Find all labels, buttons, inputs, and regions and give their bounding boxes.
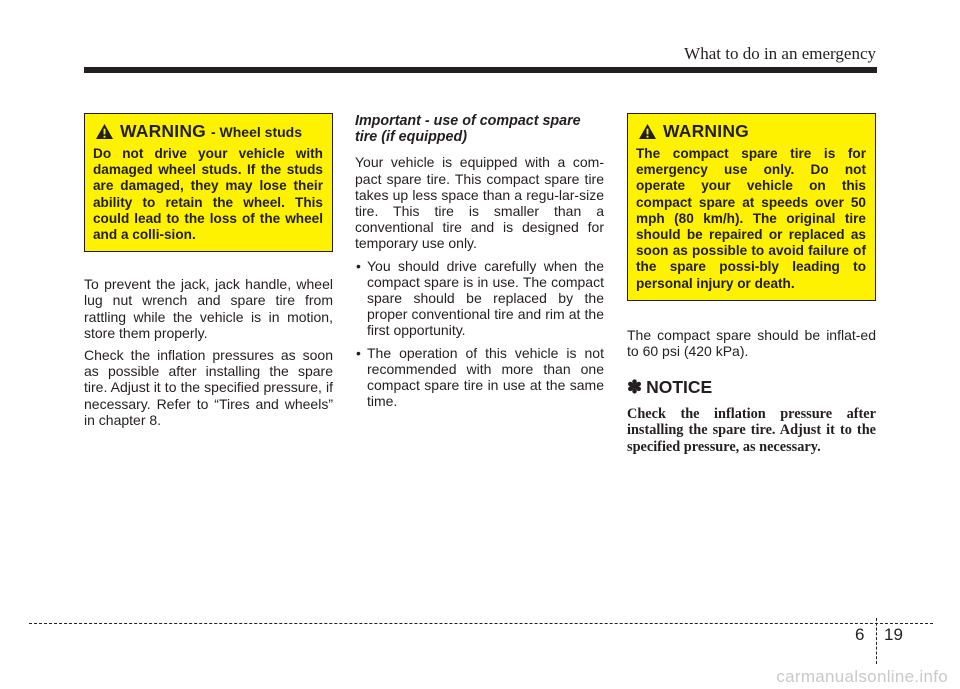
warning-subtitle: - Wheel studs [210, 123, 302, 140]
warning-header [93, 121, 323, 142]
notice-star-icon: ✽ [627, 377, 643, 398]
paragraph-compact-spare-intro: Your vehicle is equipped with a com-pact spare tire. This compact spare tire takes up less space than a regu-lar-size tire. This tire is smaller than a conventional tire and is designed for temporary use only. [355, 154, 604, 252]
list-item [355, 258, 604, 339]
paragraph-check-pressure: Check the inflation pressures as soon as possible after installing the spare tire. Adjust it to the specified pressure, if necessary. Refer to “Tires and wheels” in chapter 8. [84, 347, 333, 428]
column-2 [355, 113, 604, 415]
paragraph-store-tools: To prevent the jack, jack handle, wheel lug nut wrench and spare tire from rattling while the vehicle is in motion, store them properly. [84, 276, 333, 341]
page-number-divider [876, 618, 877, 664]
page-header-title: What to do in an emergency [684, 44, 876, 63]
warning-header [636, 121, 866, 142]
bullet-dot: • [356, 344, 361, 361]
footer-dashed-rule [29, 623, 933, 624]
notice-header [627, 377, 876, 398]
list-item-text: The operation of this vehicle is not recommended with more than one compact spare tire in use at the same time. [367, 344, 604, 410]
warning-triangle-icon [638, 123, 657, 140]
warning-body: Do not drive your vehicle with damaged wheel studs. If the studs are damaged, they may lose their ability to retain the wheel. This could lead to the loss of the wheel and a colli-sion. [93, 146, 323, 243]
section-heading-compact-spare: Important - use of compact spare tire (if equipped) [355, 113, 581, 146]
warning-box-wheel-studs [84, 113, 333, 252]
warning-title: WARNING [663, 121, 749, 141]
paragraph-inflation: The compact spare should be inflat-ed to 60 psi (420 kPa). [627, 326, 876, 360]
warning-box-compact-spare [627, 113, 876, 301]
column-3 [627, 113, 876, 455]
notice-title: NOTICE [646, 377, 713, 398]
page-number: 19 [884, 625, 903, 644]
warning-title: WARNING [120, 121, 206, 141]
list-item [355, 345, 604, 410]
warning-body: The compact spare tire is for emergency use only. Do not operate your vehicle on this compact spare at speeds over 50 mph (80 km/h). The original tire should be repaired or replaced as soon as possible to avoid failure of the spare possi-bly leading to personal injury or death. [636, 146, 866, 291]
column-1 [84, 113, 333, 434]
list-item-text: You should drive carefully when the compact spare is in use. The compact spare should be replaced by the proper conventional tire and rim at the first opportunity. [367, 257, 604, 339]
chapter-number: 6 [855, 625, 865, 644]
bullet-dot: • [356, 257, 361, 274]
notice-body: Check the inflation pressure after installing the spare tire. Adjust it to the specified pressure, as necessary. [627, 406, 876, 455]
header-rule [84, 67, 877, 73]
watermark: carmanualsonline.info [776, 667, 948, 686]
warning-triangle-icon [95, 123, 114, 140]
bullet-list [355, 258, 604, 410]
